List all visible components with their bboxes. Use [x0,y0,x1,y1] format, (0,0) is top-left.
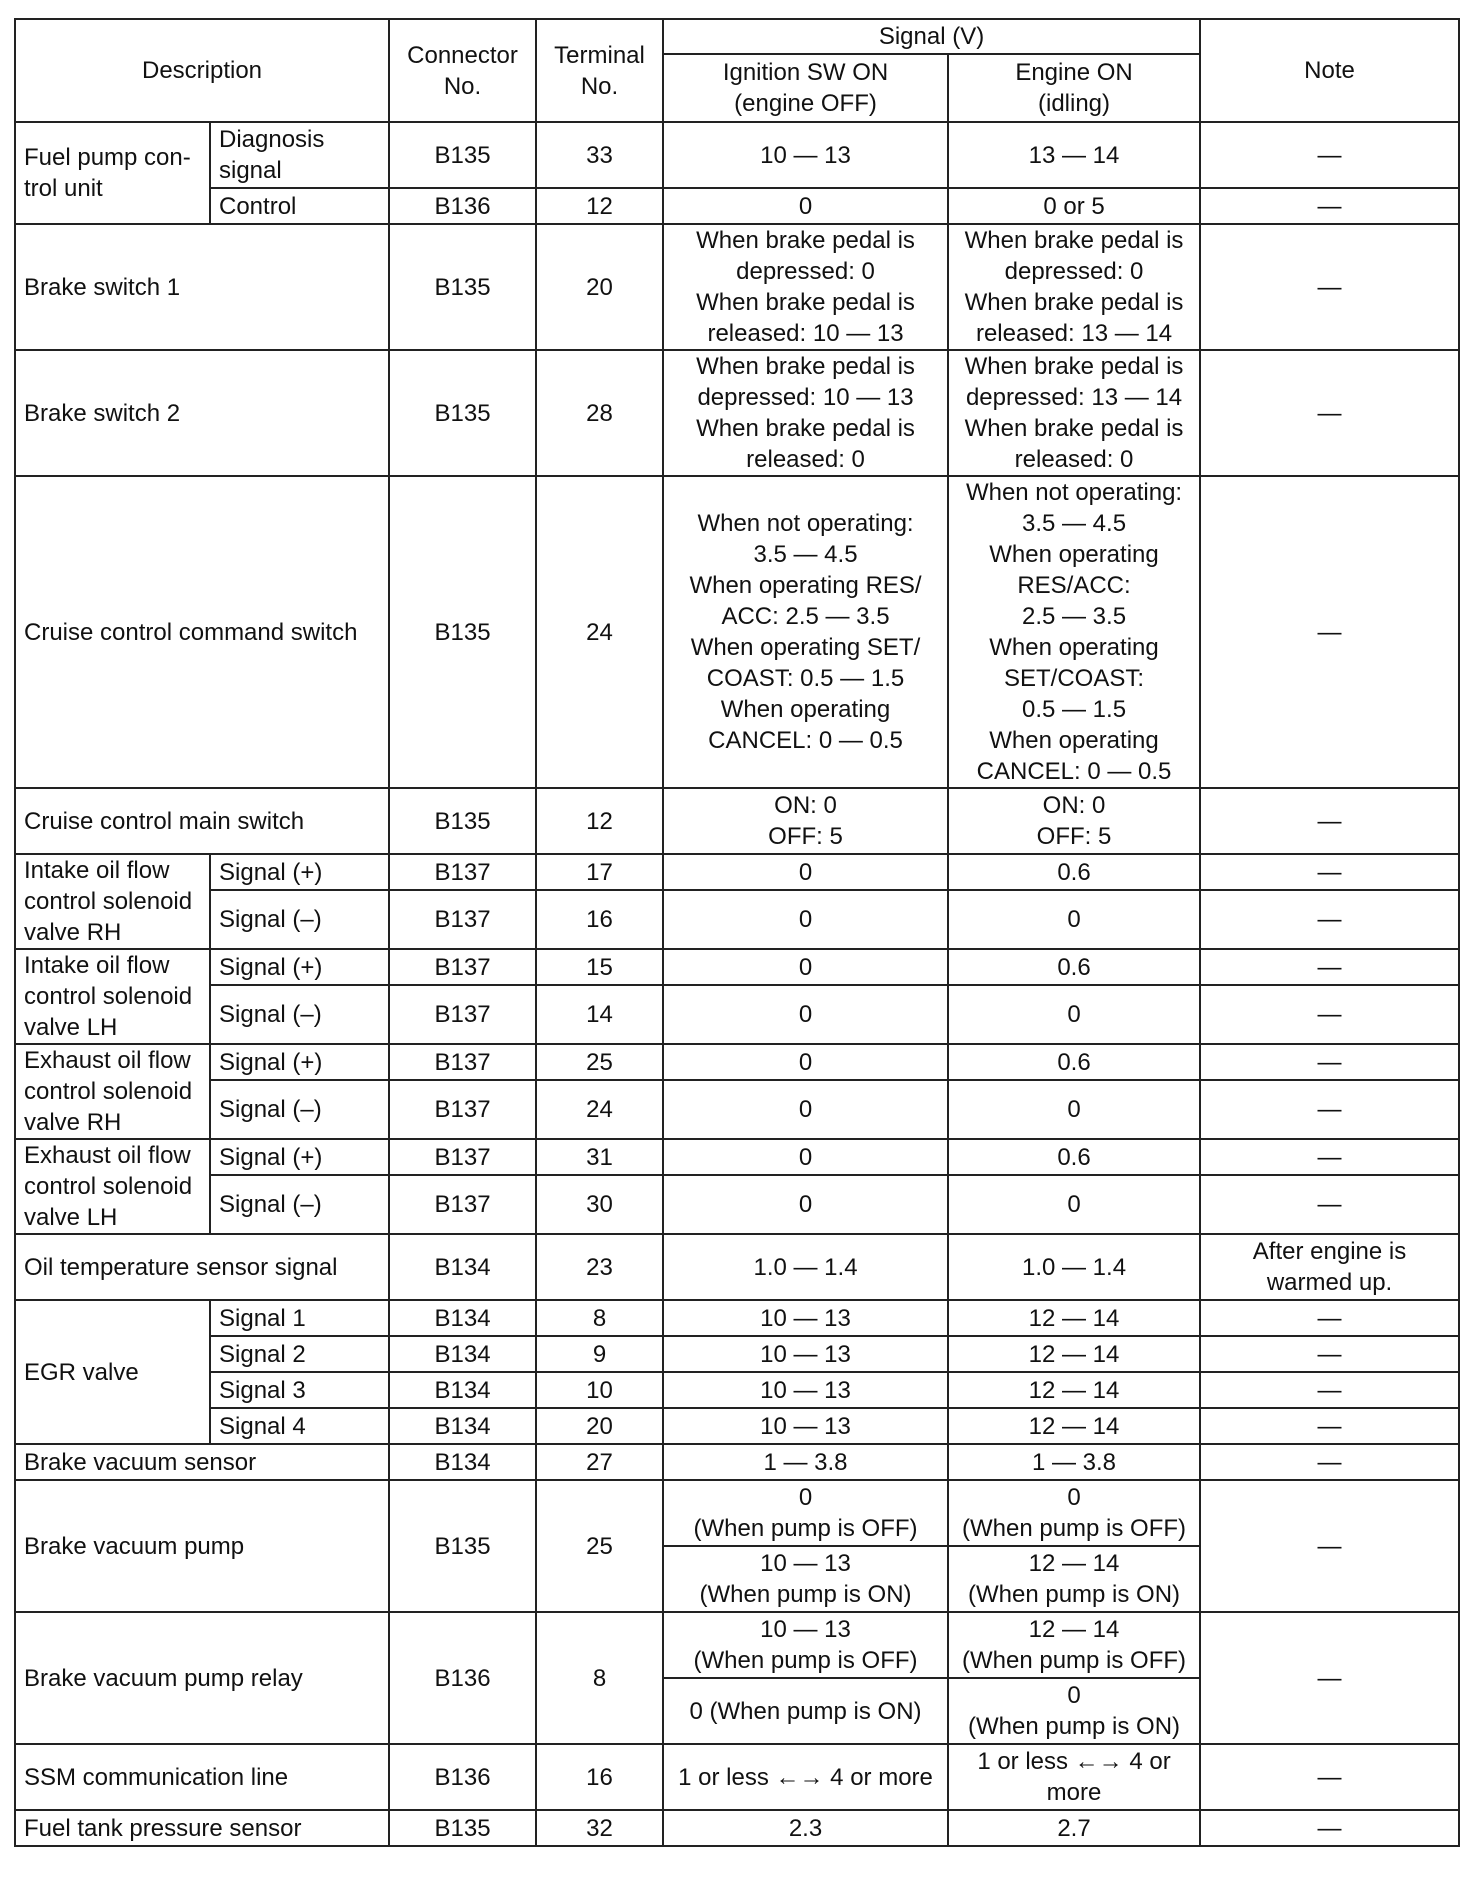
row-description: Exhaust oil flow control solenoid valve RH [15,1044,210,1139]
row-description: Fuel tank pressure sensor [15,1810,389,1846]
row-engine-value: When brake pedal is depressed: 0 When brake pedal is released: 13 — 14 [948,224,1200,350]
row-connector: B137 [389,1175,536,1234]
row-engine-value: 2.7 [948,1810,1200,1846]
header-terminal: Terminal No. [536,19,663,122]
row-note: — [1200,188,1459,224]
row-connector: B135 [389,224,536,350]
header-engine-on: Engine ON (idling) [948,54,1200,122]
table-row [15,1175,1459,1234]
row-connector: B137 [389,1080,536,1139]
row-terminal: 30 [536,1175,663,1234]
row-terminal: 25 [536,1480,663,1612]
row-ignition-value: 1.0 — 1.4 [663,1234,948,1300]
row-ignition-value: 10 — 13 [663,1408,948,1444]
row-engine-value: 1.0 — 1.4 [948,1234,1200,1300]
row-terminal: 24 [536,1080,663,1139]
row-connector: B137 [389,890,536,949]
row-connector: B135 [389,476,536,788]
row-note: — [1200,1044,1459,1080]
row-description: Exhaust oil flow control solenoid valve LH [15,1139,210,1234]
row-connector: B137 [389,854,536,890]
row-terminal: 12 [536,788,663,854]
row-engine-value: 1 or less ←→ 4 or more [948,1744,1200,1810]
row-terminal: 9 [536,1336,663,1372]
row-ignition-value: 0 (When pump is ON) [663,1678,948,1744]
table-row [15,1044,1459,1080]
row-subdescription: Signal (–) [210,985,389,1044]
row-ignition-value: 10 — 13 (When pump is ON) [663,1546,948,1612]
table-row [15,1372,1459,1408]
row-terminal: 28 [536,350,663,476]
row-engine-value: When brake pedal is depressed: 13 — 14 When brake pedal is released: 0 [948,350,1200,476]
row-ignition-value: 10 — 13 (When pump is OFF) [663,1612,948,1678]
row-engine-value: 13 — 14 [948,122,1200,188]
row-ignition-value: 0 [663,949,948,985]
row-description: Intake oil flow control solenoid valve LH [15,949,210,1044]
table-row [15,224,1459,350]
row-connector: B136 [389,1744,536,1810]
row-subdescription: Signal (+) [210,1044,389,1080]
row-terminal: 33 [536,122,663,188]
row-description: Oil temperature sensor signal [15,1234,389,1300]
table-row [15,788,1459,854]
row-terminal: 24 [536,476,663,788]
row-terminal: 17 [536,854,663,890]
row-description: Brake vacuum pump relay [15,1612,389,1744]
row-engine-value: 0.6 [948,1044,1200,1080]
row-note: — [1200,788,1459,854]
table-row [15,188,1459,224]
row-description: EGR valve [15,1300,210,1444]
row-note: — [1200,1175,1459,1234]
row-note: — [1200,1139,1459,1175]
row-note: — [1200,1612,1459,1744]
row-engine-value: 0 or 5 [948,188,1200,224]
row-engine-value: 1 — 3.8 [948,1444,1200,1480]
row-note: — [1200,985,1459,1044]
row-terminal: 32 [536,1810,663,1846]
row-ignition-value: 10 — 13 [663,1300,948,1336]
table-row [15,1480,1459,1546]
row-terminal: 31 [536,1139,663,1175]
row-engine-value: 12 — 14 [948,1408,1200,1444]
row-engine-value: 0 [948,1175,1200,1234]
table-row [15,854,1459,890]
row-ignition-value: 0 [663,1044,948,1080]
row-terminal: 16 [536,1744,663,1810]
row-ignition-value: 0 [663,1080,948,1139]
table-row [15,1744,1459,1810]
row-terminal: 14 [536,985,663,1044]
row-subdescription: Control [210,188,389,224]
row-engine-value: 0 [948,890,1200,949]
row-connector: B135 [389,1480,536,1612]
row-note: — [1200,224,1459,350]
row-note: — [1200,350,1459,476]
row-ignition-value: 0 [663,1139,948,1175]
table-row [15,1810,1459,1846]
row-note: — [1200,1444,1459,1480]
row-terminal: 20 [536,1408,663,1444]
row-note: — [1200,1372,1459,1408]
row-terminal: 15 [536,949,663,985]
header-row [15,19,1459,54]
row-subdescription: Signal 2 [210,1336,389,1372]
table-row [15,1336,1459,1372]
row-engine-value: ON: 0 OFF: 5 [948,788,1200,854]
row-subdescription: Signal (–) [210,1080,389,1139]
table-row [15,1408,1459,1444]
row-terminal: 8 [536,1300,663,1336]
row-subdescription: Signal (+) [210,949,389,985]
row-ignition-value: 0 [663,188,948,224]
row-terminal: 23 [536,1234,663,1300]
row-subdescription: Signal (+) [210,854,389,890]
header-signal: Signal (V) [663,19,1200,54]
row-engine-value: 0 [948,985,1200,1044]
row-note: — [1200,1408,1459,1444]
row-description: Cruise control main switch [15,788,389,854]
row-engine-value: 12 — 14 [948,1336,1200,1372]
row-ignition-value: 10 — 13 [663,122,948,188]
row-connector: B135 [389,122,536,188]
row-engine-value: When not operating: 3.5 — 4.5 When operating RES/ACC: 2.5 — 3.5 When operating SET/COAST: 0.5 — 1.5 When operating CANCEL: 0 — 0.5 [948,476,1200,788]
row-note: — [1200,476,1459,788]
row-description: Brake vacuum sensor [15,1444,389,1480]
row-engine-value: 12 — 14 (When pump is ON) [948,1546,1200,1612]
table-row [15,1234,1459,1300]
row-engine-value: 0.6 [948,1139,1200,1175]
row-ignition-value: When brake pedal is depressed: 10 — 13 When brake pedal is released: 0 [663,350,948,476]
row-connector: B137 [389,1139,536,1175]
row-connector: B136 [389,1612,536,1744]
row-description: Intake oil flow control solenoid valve RH [15,854,210,949]
table-row [15,1080,1459,1139]
row-connector: B134 [389,1300,536,1336]
row-subdescription: Signal (–) [210,890,389,949]
row-subdescription: Signal (–) [210,1175,389,1234]
row-connector: B135 [389,350,536,476]
row-note: — [1200,1300,1459,1336]
row-subdescription: Signal 4 [210,1408,389,1444]
row-subdescription: Signal 1 [210,1300,389,1336]
row-terminal: 10 [536,1372,663,1408]
row-ignition-value: 0 [663,1175,948,1234]
row-connector: B134 [389,1372,536,1408]
row-description: Brake switch 1 [15,224,389,350]
row-subdescription: Signal 3 [210,1372,389,1408]
row-note: — [1200,1080,1459,1139]
row-connector: B137 [389,949,536,985]
table-row [15,1139,1459,1175]
row-note: — [1200,1336,1459,1372]
table-row [15,1300,1459,1336]
row-connector: B134 [389,1234,536,1300]
row-engine-value: 0 (When pump is OFF) [948,1480,1200,1546]
row-engine-value: 0 [948,1080,1200,1139]
row-description: Cruise control command switch [15,476,389,788]
row-ignition-value: 0 [663,890,948,949]
row-note: — [1200,854,1459,890]
row-subdescription: Diagnosis signal [210,122,389,188]
row-connector: B137 [389,1044,536,1080]
row-ignition-value: ON: 0 OFF: 5 [663,788,948,854]
row-engine-value: 0 (When pump is ON) [948,1678,1200,1744]
row-terminal: 25 [536,1044,663,1080]
header-connector: Connector No. [389,19,536,122]
row-ignition-value: 2.3 [663,1810,948,1846]
header-description: Description [15,19,389,122]
row-note: — [1200,1480,1459,1612]
table-row [15,476,1459,788]
page [14,18,1458,1847]
row-engine-value: 12 — 14 [948,1372,1200,1408]
row-connector: B134 [389,1336,536,1372]
row-description: Brake vacuum pump [15,1480,389,1612]
row-ignition-value: When brake pedal is depressed: 0 When brake pedal is released: 10 — 13 [663,224,948,350]
row-ignition-value: 0 (When pump is OFF) [663,1480,948,1546]
row-description: Fuel pump con- trol unit [15,122,210,224]
row-connector: B135 [389,1810,536,1846]
table-row [15,350,1459,476]
header-note: Note [1200,19,1459,122]
table-row [15,890,1459,949]
row-engine-value: 0.6 [948,854,1200,890]
row-connector: B135 [389,788,536,854]
row-subdescription: Signal (+) [210,1139,389,1175]
row-engine-value: 0.6 [948,949,1200,985]
row-ignition-value: 10 — 13 [663,1336,948,1372]
row-ignition-value: 1 or less ←→ 4 or more [663,1744,948,1810]
header-ignition-on: Ignition SW ON (engine OFF) [663,54,948,122]
row-terminal: 16 [536,890,663,949]
table-row [15,949,1459,985]
signal-table [14,18,1460,1847]
row-note: After engine is warmed up. [1200,1234,1459,1300]
row-description: Brake switch 2 [15,350,389,476]
table-row [15,985,1459,1044]
row-connector: B136 [389,188,536,224]
row-terminal: 12 [536,188,663,224]
table-row [15,1612,1459,1678]
row-connector: B137 [389,985,536,1044]
row-ignition-value: When not operating: 3.5 — 4.5 When operating RES/ ACC: 2.5 — 3.5 When operating SET/ COAST: 0.5 — 1.5 When operating CANCEL: 0 — 0.5 [663,476,948,788]
table-row [15,122,1459,188]
row-connector: B134 [389,1444,536,1480]
row-ignition-value: 1 — 3.8 [663,1444,948,1480]
row-description: SSM communication line [15,1744,389,1810]
row-connector: B134 [389,1408,536,1444]
row-note: — [1200,949,1459,985]
row-ignition-value: 0 [663,854,948,890]
row-engine-value: 12 — 14 (When pump is OFF) [948,1612,1200,1678]
row-terminal: 27 [536,1444,663,1480]
row-terminal: 20 [536,224,663,350]
row-engine-value: 12 — 14 [948,1300,1200,1336]
row-ignition-value: 0 [663,985,948,1044]
row-note: — [1200,122,1459,188]
row-ignition-value: 10 — 13 [663,1372,948,1408]
row-note: — [1200,1744,1459,1810]
row-note: — [1200,1810,1459,1846]
row-note: — [1200,890,1459,949]
row-terminal: 8 [536,1612,663,1744]
table-row [15,1444,1459,1480]
